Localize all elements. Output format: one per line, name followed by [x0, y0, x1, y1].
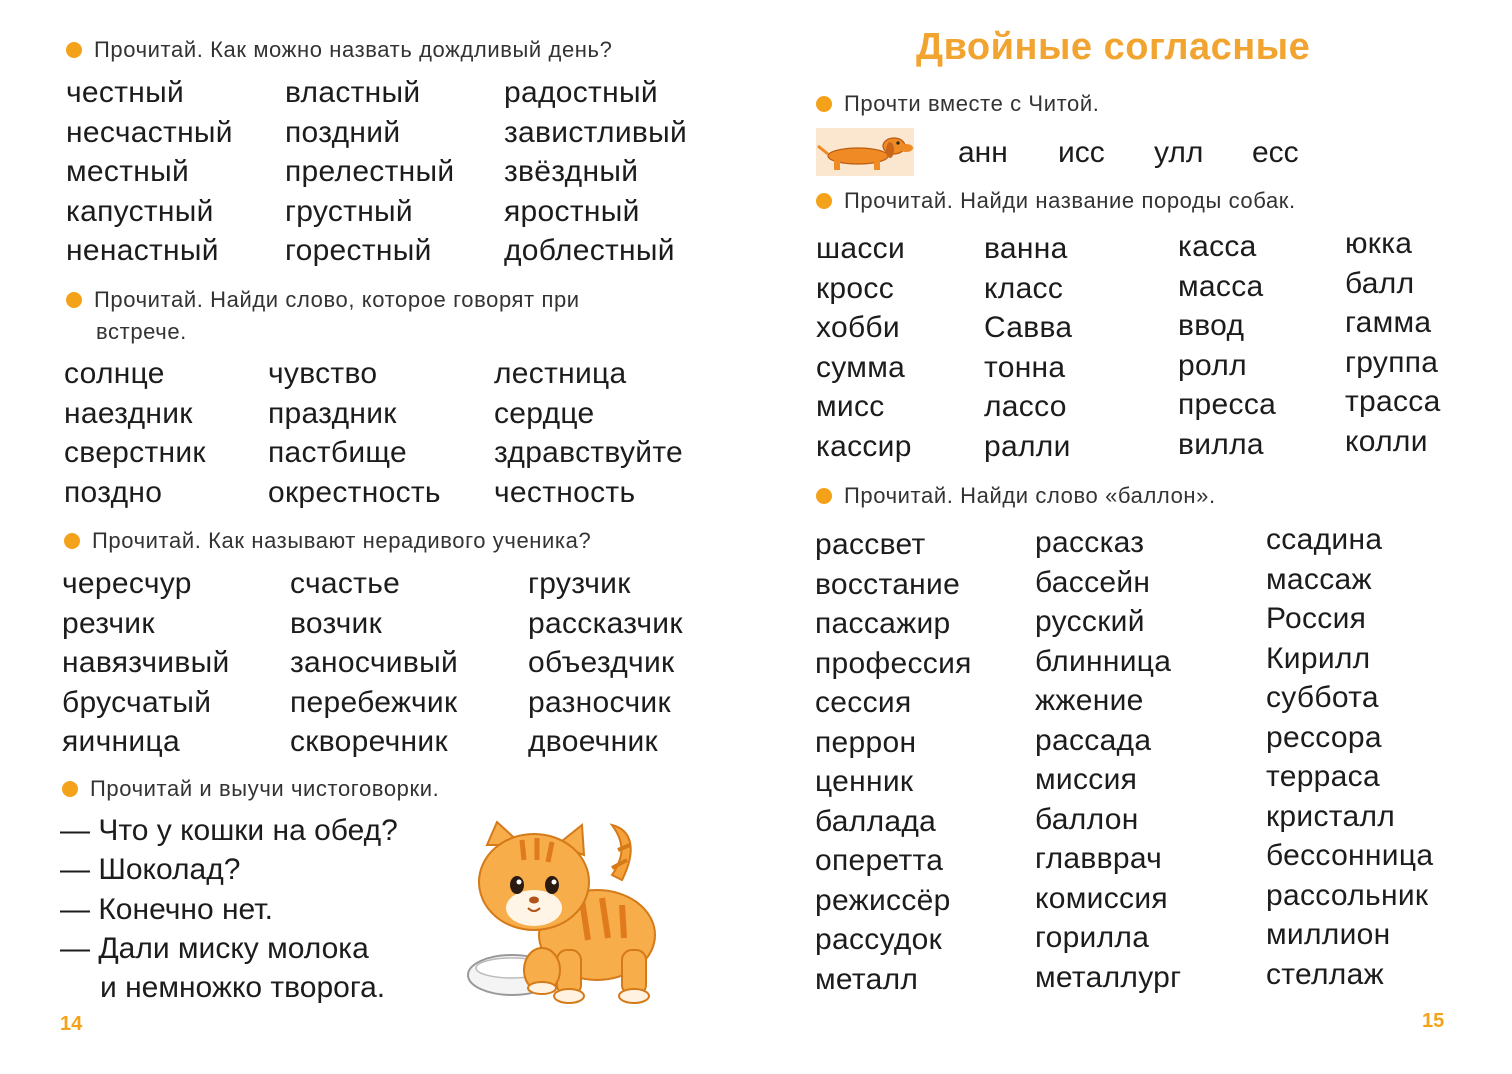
bullet-icon: [66, 292, 82, 308]
task-instruction: [66, 284, 716, 348]
word: суббота: [1266, 681, 1379, 714]
word-column: [1266, 520, 1433, 994]
syllable: исс: [1058, 136, 1105, 169]
instruction-text: Прочти вместе с Читой.: [844, 91, 1100, 116]
word: кристалл: [1266, 799, 1396, 833]
word: яичница: [62, 725, 180, 758]
word: несчастный: [66, 115, 233, 149]
word-column: [290, 564, 458, 762]
word: радостный: [504, 76, 658, 109]
word: скворечник: [290, 725, 448, 758]
instruction-text: встрече.: [96, 319, 187, 344]
instruction-text: Прочитай. Как можно назвать дождливый день?: [94, 37, 613, 62]
word: профессия: [815, 646, 972, 680]
word: сверстник: [64, 436, 206, 469]
instruction-text: Прочитай. Найди слово «баллон».: [844, 483, 1216, 508]
right-page: [756, 0, 1512, 1074]
word: комиссия: [1035, 881, 1168, 915]
word: разносчик: [528, 685, 671, 719]
word: класс: [984, 271, 1064, 305]
word: возчик: [290, 606, 383, 640]
word: лассо: [984, 390, 1067, 423]
word: ценник: [815, 765, 914, 798]
word: группа: [1345, 345, 1439, 379]
word: пастбище: [268, 436, 408, 469]
word: ненастный: [66, 234, 219, 267]
word: ралли: [984, 429, 1071, 463]
word-column: [984, 229, 1072, 466]
task-instruction: [64, 525, 591, 557]
word: рассказчик: [528, 606, 683, 640]
task-instruction: [66, 34, 612, 66]
word: колли: [1345, 424, 1428, 458]
bullet-icon: [816, 488, 832, 504]
word: горилла: [1035, 921, 1150, 954]
word: касса: [1178, 230, 1257, 263]
word: сумма: [816, 350, 906, 384]
word: юкка: [1345, 227, 1413, 260]
word-column: [268, 354, 441, 512]
task-instruction: [816, 185, 1296, 217]
page-title: Двойные согласные: [916, 26, 1311, 68]
task-instruction: [816, 88, 1099, 120]
bullet-icon: [64, 533, 80, 549]
word: праздник: [268, 396, 397, 430]
word: солнце: [64, 357, 165, 390]
word: ванна: [984, 232, 1068, 265]
word: русский: [1035, 605, 1145, 638]
word: заносчивый: [290, 646, 458, 679]
word: чересчур: [62, 567, 192, 600]
word: рессора: [1266, 720, 1382, 754]
bullet-icon: [66, 42, 82, 58]
word: баллон: [1035, 802, 1139, 836]
word: чувство: [268, 357, 378, 390]
word: баллада: [815, 804, 937, 838]
word: стеллаж: [1266, 957, 1384, 991]
word-column: [816, 229, 912, 466]
word-column: [285, 73, 454, 271]
word: доблестный: [504, 234, 675, 267]
word: сессия: [815, 686, 912, 719]
word: горестный: [285, 234, 432, 267]
word: честный: [66, 76, 185, 109]
word: грустный: [285, 194, 413, 228]
word: кассир: [816, 429, 912, 463]
word: объездчик: [528, 646, 675, 679]
word-column: [1345, 224, 1441, 461]
word: честность: [494, 475, 636, 509]
page-number: 15: [1422, 1010, 1445, 1032]
dachshund-illustration: [816, 128, 914, 176]
word: Савва: [984, 311, 1073, 344]
word: мисс: [816, 390, 885, 423]
word: прелестный: [285, 155, 455, 188]
word: властный: [285, 76, 421, 109]
word: восстание: [815, 567, 961, 601]
word-column: [528, 564, 683, 762]
word: навязчивый: [62, 646, 230, 679]
word-column: [815, 525, 972, 999]
instruction-text: Прочитай и выучи чистоговорки.: [90, 776, 440, 801]
word-column: [62, 564, 230, 762]
word: режиссёр: [815, 883, 951, 917]
word: шасси: [816, 232, 906, 265]
task-instruction: [62, 773, 439, 805]
word: окрестность: [268, 475, 441, 509]
instruction-text: Прочитай. Найди слово, которое говорят при: [94, 287, 580, 312]
word: рассвет: [815, 528, 926, 561]
word: металлург: [1035, 960, 1182, 994]
word: гамма: [1345, 306, 1432, 339]
word: звёздный: [504, 155, 639, 188]
page-number: 14: [60, 1013, 83, 1035]
word-column: [64, 354, 206, 512]
word: главврач: [1035, 842, 1163, 875]
word: резчик: [62, 606, 155, 640]
word: терраса: [1266, 760, 1380, 793]
word: бессонница: [1266, 839, 1434, 872]
poem-line: — Шоколад?: [60, 853, 241, 887]
word: миссия: [1035, 763, 1138, 796]
poem-line: — Конечно нет.: [60, 892, 273, 926]
word: массаж: [1266, 562, 1372, 596]
word: хобби: [816, 311, 900, 344]
word-column: [1035, 523, 1181, 997]
bullet-icon: [62, 781, 78, 797]
word: миллион: [1266, 918, 1391, 951]
syllable: есс: [1252, 136, 1299, 169]
instruction-text: Прочитай. Найди название породы собак.: [844, 188, 1296, 213]
word: балл: [1345, 266, 1415, 300]
word: тонна: [984, 350, 1066, 384]
instruction-text: Прочитай. Как называют нерадивого ученика?: [92, 528, 592, 553]
word-column: [494, 354, 683, 512]
word: вилла: [1178, 427, 1264, 461]
word: металл: [815, 962, 919, 996]
word: трасса: [1345, 385, 1441, 418]
bullet-icon: [816, 193, 832, 209]
word: кросс: [816, 271, 894, 305]
word: рассказ: [1035, 526, 1145, 559]
word: завистливый: [504, 115, 688, 149]
task-instruction: [816, 480, 1216, 512]
word: ввод: [1178, 309, 1245, 342]
poem-line: и немножко творога.: [100, 971, 386, 1005]
word: поздний: [285, 115, 401, 149]
word-column: [504, 73, 687, 271]
word: брусчатый: [62, 685, 212, 719]
word-column: [66, 73, 233, 271]
poem-line: — Что у кошки на обед?: [60, 814, 398, 847]
word: Россия: [1266, 602, 1367, 635]
word: пресса: [1178, 388, 1277, 421]
word: рассудок: [815, 923, 943, 956]
word: наездник: [64, 396, 193, 430]
word: грузчик: [528, 567, 631, 600]
word: блинница: [1035, 644, 1172, 678]
word: яростный: [504, 194, 640, 228]
word: лестница: [494, 357, 627, 390]
word: капустный: [66, 194, 214, 228]
word: оперетта: [815, 844, 944, 877]
word: бассейн: [1035, 565, 1151, 599]
word: местный: [66, 155, 190, 188]
word: ссадина: [1266, 523, 1383, 556]
word-column: [1178, 227, 1276, 464]
syllable: анн: [958, 136, 1008, 169]
word: рассольник: [1266, 878, 1429, 912]
word: Кирилл: [1266, 641, 1371, 675]
poem-line: — Дали миску молока: [60, 931, 369, 965]
word: здравствуйте: [494, 436, 684, 469]
word: пассажир: [815, 607, 951, 640]
syllable: улл: [1154, 136, 1204, 169]
word: жжение: [1035, 684, 1144, 717]
bullet-icon: [816, 96, 832, 112]
kitten-illustration: [462, 820, 692, 1010]
word: масса: [1178, 269, 1264, 303]
word: перрон: [815, 725, 917, 759]
word: поздно: [64, 475, 163, 509]
word: перебежчик: [290, 685, 458, 719]
word: двоечник: [528, 725, 658, 758]
word: сердце: [494, 396, 595, 430]
tongue-twister-poem: [60, 811, 398, 1007]
word: рассада: [1035, 723, 1152, 757]
word: ролл: [1178, 348, 1247, 382]
word: счастье: [290, 567, 401, 600]
